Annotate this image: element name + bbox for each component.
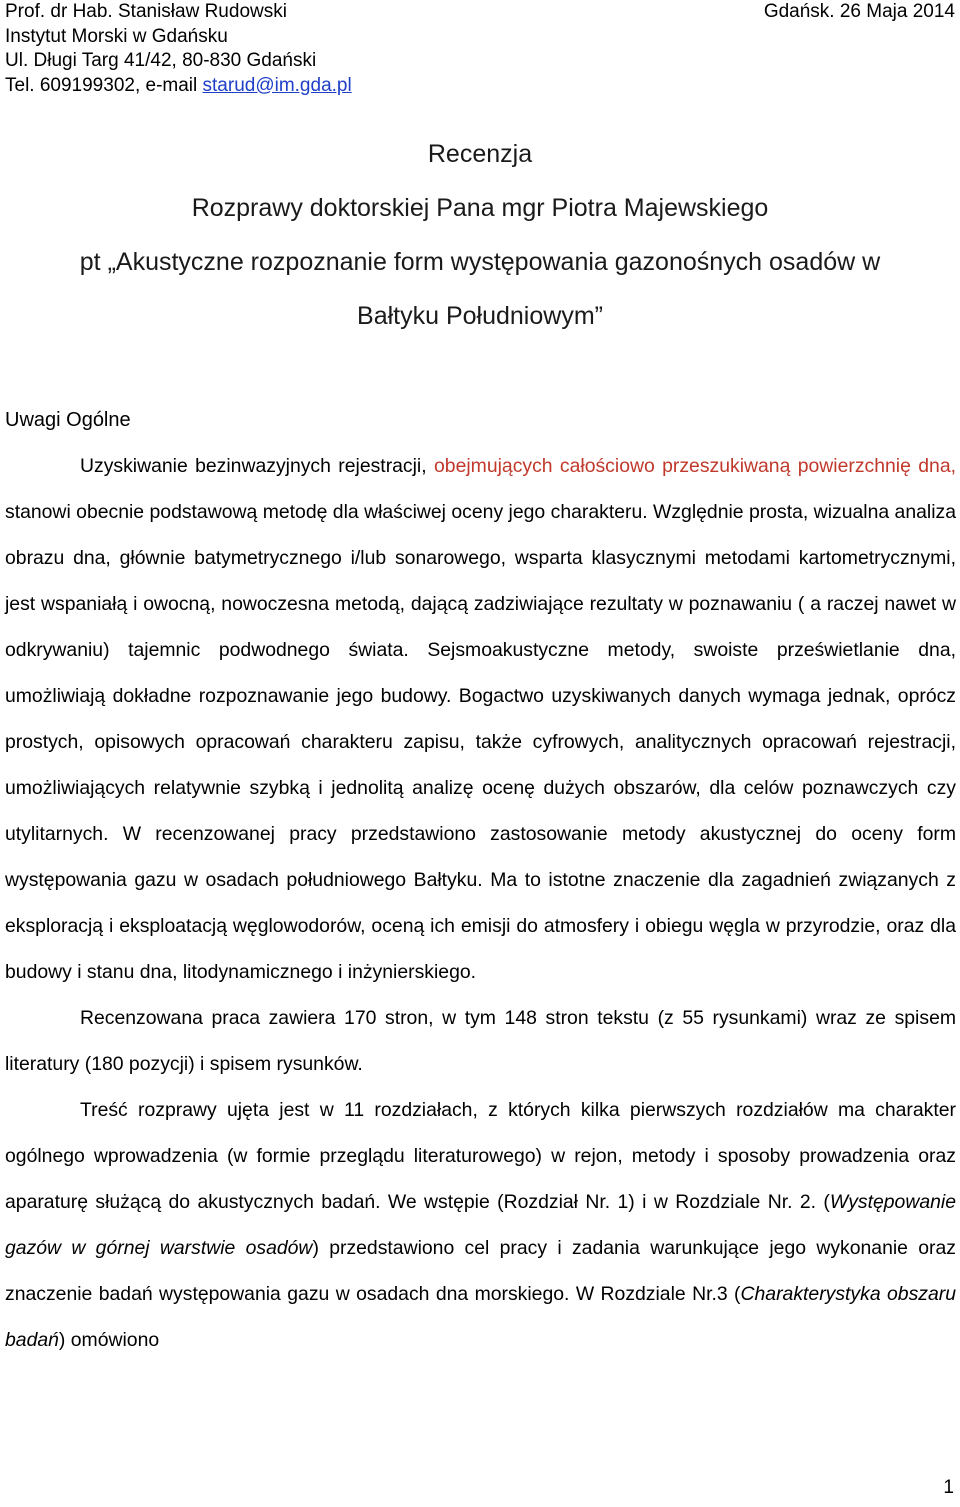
page-number: 1: [943, 1477, 954, 1498]
paragraph-3-part-a: Treść rozprawy ujęta jest w 11 rozdziałach, z których kilka pierwszych rozdziałów ma charakter ogólnego wprowadzenia (w formie przeglądu literaturowego) w rejon, metody i sposoby prowadzenia oraz aparaturę służącą do akustycznych badań. We wstępie (Rozdział Nr. 1) i w Rozdziale Nr. 2. (: [5, 1099, 956, 1213]
header-row-4: [5, 74, 955, 99]
paragraph-1-rest: stanowi obecnie podstawową metodę dla właściwej oceny jego charakteru. Względnie prosta, wizualna analiza obrazu dna, głównie batymetrycznego i/lub sonarowego, wsparta klasycznymi metodami kartometrycznymi, jest wspaniałą i owocną, nowoczesna metodą, dającą zadziwiające rezultaty w poznawaniu ( a raczej nawet w odkrywaniu) tajemnic podwodnego świata. Sejsmoakustyczne metody, swoiste prześwietlanie dna, umożliwiają dokładne rozpoznawanie jego budowy. Bogactwo uzyskiwanych danych wymaga jednak, oprócz prostych, opisowych opracowań charakteru zapisu, także cyfrowych, analitycznych opracowań rejestracji, umożliwiających relatywnie szybką i jednolitą analizę ocenę dużych obszarów, dla celów poznawczych czy utylitarnych. W recenzowanej pracy przedstawiono zastosowanie metody akustycznej do oceny form występowania gazu w osadach południowego Bałtyku. Ma to istotne znaczenie dla zagadnień związanych z eksploracją i eksploatacją węglowodorów, oceną ich emisji do atmosfery i obiegu węgla w przyrodzie, oraz dla budowy i stanu dna, litodynamicznego i inżynierskiego.: [5, 501, 956, 983]
contact: [5, 74, 352, 99]
thesis-subject-line-1: pt „Akustyczne rozpoznanie form występowania gazonośnych osadów w: [79, 248, 881, 276]
paragraph-1-lead: Uzyskiwanie bezinwazyjnych rejestracji,: [80, 455, 434, 477]
review-body: [5, 443, 956, 1363]
place-date: Gdańsk. 26 Maja 2014: [763, 1, 955, 22]
header-row-3: [5, 49, 955, 74]
letter-header: [5, 0, 955, 98]
header-row-1: [5, 0, 955, 25]
email-link[interactable]: starud@im.gda.pl: [202, 74, 352, 96]
paragraph-1: [5, 443, 956, 995]
paragraph-3-part-b: ) przedstawiono cel pracy i zadania warunkujące jego wykonanie oraz znaczenie badań występowania gazu w osadach dna morskiego. W Rozdziale Nr.3 (: [5, 1237, 956, 1305]
chapter-2-title: Występowanie gazów w górnej warstwie osadów: [5, 1191, 956, 1259]
institute-name: Instytut Morski w Gdańsku: [5, 25, 228, 47]
section-heading: Uwagi Ogólne: [5, 409, 131, 431]
author-name: Prof. dr Hab. Stanisław Rudowski: [5, 1, 287, 22]
paragraph-2: Recenzowana praca zawiera 170 stron, w tym 148 stron tekstu (z 55 rysunkami) wraz ze spisem literatury (180 pozycji) i spisem rysunków.: [5, 1007, 956, 1075]
paragraph-3-part-c: ) omówiono: [58, 1329, 160, 1351]
title-block: [5, 132, 955, 348]
paragraph-3: [5, 1087, 956, 1363]
contact-phone: Tel. 609199302, e-mail: [5, 74, 203, 96]
chapter-3-title: Charakterystyka obszaru badań: [5, 1283, 956, 1351]
paragraph-1-highlight: obejmujących całościowo przeszukiwaną powierzchnię dna,: [434, 455, 957, 477]
review-title: Recenzja: [427, 140, 533, 168]
thesis-title: Rozprawy doktorskiej Pana mgr Piotra Majewskiego: [191, 194, 769, 222]
thesis-subject-line-2: Bałtyku Południowym”: [357, 302, 603, 330]
address: Ul. Długi Targ 41/42, 80-830 Gdański: [5, 50, 317, 71]
header-row-2: [5, 25, 955, 50]
